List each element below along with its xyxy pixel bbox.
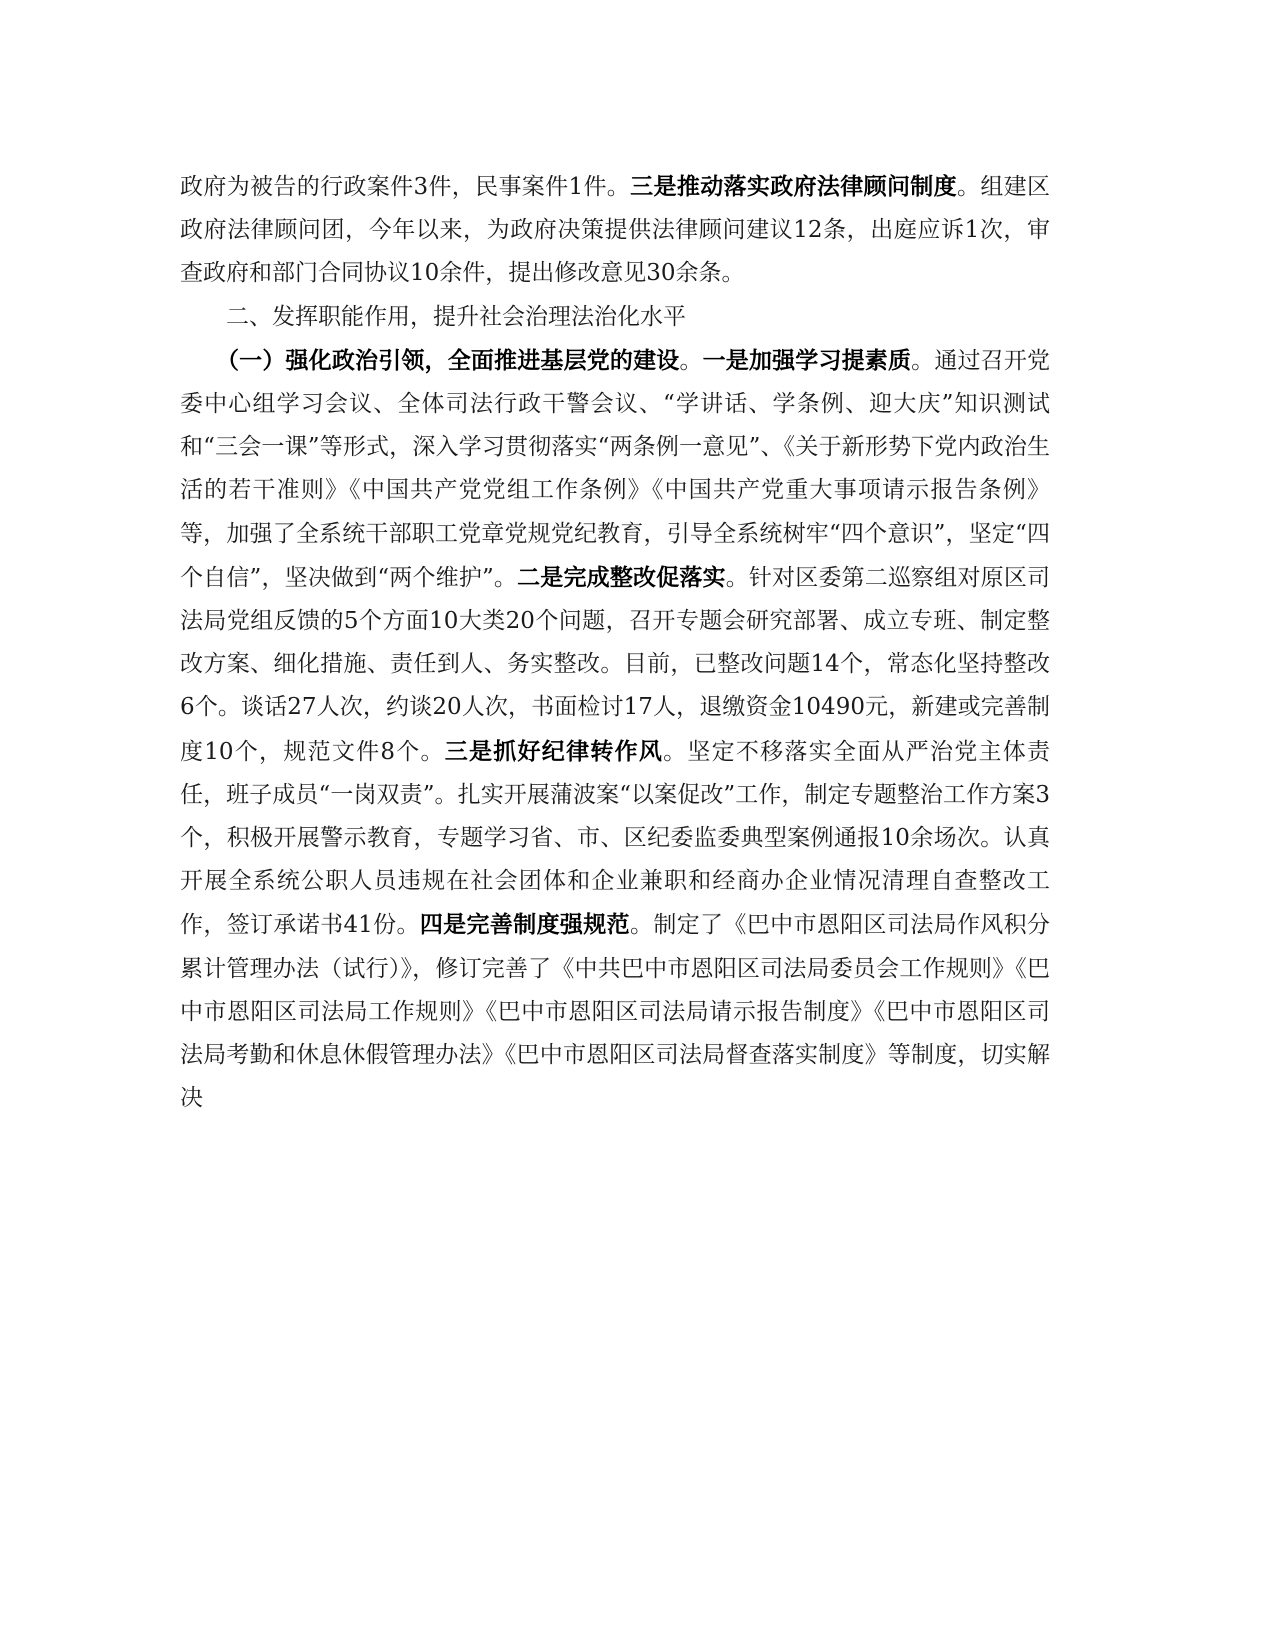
document-body xyxy=(180,165,1050,1120)
paragraph-text: 政府为被告的行政案件3件，民事案件1件。 xyxy=(180,174,631,200)
paragraph-legal-adviser xyxy=(180,165,1050,296)
bold-lead-phrase: 四是完善制度强规范 xyxy=(419,911,630,939)
paragraph-text: 。针对区委第二巡察组对原区司法局党组反馈的5个方面10大类20个问题，召开专题会研究部署、成立专班、制定整改方案、细化措施、责任到人、务实整改。目前，已整改问题14个，常态化坚持整改6个。谈话27人次，约谈20人次，书面检讨17人，退缴资金10490元，新建或完善制度10个，规范文件8个。 xyxy=(180,564,1051,765)
paragraph-text: 。 xyxy=(679,347,703,374)
bold-lead-phrase: 三是推动落实政府法律顾问制度 xyxy=(630,173,957,200)
subsection-heading: （一）强化政治引领，全面推进基层党的建设 xyxy=(216,346,680,374)
section-heading: 二、发挥职能作用，提升社会治理法治化水平 xyxy=(226,303,686,330)
paragraph-party-building xyxy=(180,339,1050,1121)
bold-lead-phrase: 三是抓好纪律转作风 xyxy=(444,737,664,765)
paragraph-text: 。坚定不移落实全面从严治党主体责任，班子成员“一岗双责”。扎实开展蒲波案“以案促改”工作，制定专题整治工作方案3个，积极开展警示教育，专题学习省、市、区纪委监委典型案例通报10余场次。认真开展全系统公职人员违规在社会团体和企业兼职和经商办企业情况清理自查整改工作，签订承诺书41份。 xyxy=(180,738,1051,939)
bold-lead-phrase: 一是加强学习提素质 xyxy=(702,346,912,374)
paragraph-text: 。通过召开党委中心组学习会议、全体司法行政干警会议、“学讲话、学条例、迎大庆”知识测试和“三会一课”等形式，深入学习贯彻落实“两条例一意见”、《关于新形势下党内政治生活的若干准则》《中国共产党党组工作条例》《中国共产党重大事项请示报告条例》等，加强了全系统干部职工党章党规党纪教育，引导全系统树牢“四个意识”，坚定“四个自信”，坚决做到“两个维护”。 xyxy=(180,347,1051,591)
bold-lead-phrase: 二是完成整改促落实 xyxy=(517,563,726,591)
paragraph-text: 。制定了《巴中市恩阳区司法局作风积分累计管理办法（试行）》，修订完善了《中共巴中市恩阳区司法局委员会工作规则》《巴中市恩阳区司法局工作规则》《巴中市恩阳区司法局请示报告制度》《巴中市恩阳区司法局考勤和休息休假管理办法》《巴中市恩阳区司法局督查落实制度》等制度，切实解决 xyxy=(180,912,1051,1112)
paragraph-text: 。组建区政府法律顾问团，今年以来，为政府决策提供法律顾问建议12条，出庭应诉1次，审查政府和部门合同协议10余件，提出修改意见30余条。 xyxy=(180,174,1050,287)
